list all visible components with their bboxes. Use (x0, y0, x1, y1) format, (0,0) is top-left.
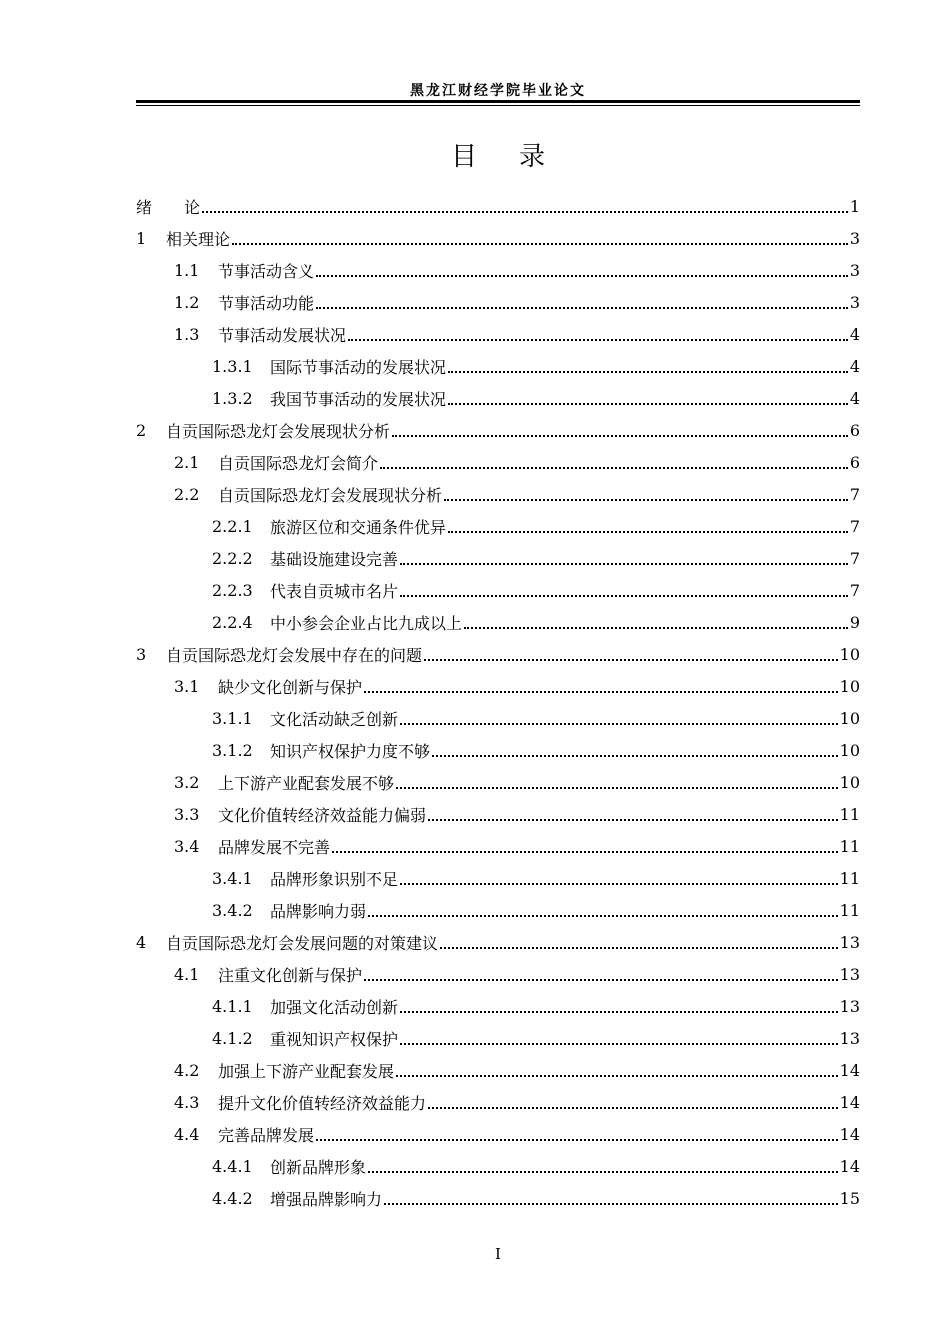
toc-entry-title: 品牌形象识别不足 (270, 869, 399, 889)
toc-dot-leader (396, 1074, 838, 1077)
toc-dot-leader (448, 370, 848, 373)
toc-entry-number: 3 (136, 644, 147, 664)
toc-entry-number: 4.3 (174, 1092, 200, 1112)
toc-entry-number: 4.1 (174, 964, 200, 984)
toc-entry-page: 10 (839, 708, 860, 728)
toc-entry-page: 1 (849, 196, 860, 216)
running-header: 黑龙江财经学院毕业论文 (410, 83, 586, 99)
toc-entry-page: 6 (849, 420, 860, 440)
toc-entry-number: 4.2 (174, 1060, 200, 1080)
toc-entry-title: 注重文化创新与保护 (218, 965, 363, 985)
toc-entry-page: 10 (839, 644, 860, 664)
toc-entry-title: 重视知识产权保护 (270, 1029, 399, 1049)
toc-entry-number: 3.2 (174, 772, 200, 792)
toc-dot-leader (396, 786, 838, 789)
toc-entry-title: 自贡国际恐龙灯会简介 (218, 453, 379, 473)
toc-dot-leader (400, 722, 838, 725)
toc-entry-title: 品牌影响力弱 (270, 901, 367, 921)
toc-entry-number: 1.3 (174, 324, 200, 344)
toc-entry-number: 3.1 (174, 676, 200, 696)
toc-entry-title: 基础设施建设完善 (270, 549, 399, 569)
toc-entry-number: 2.2.3 (212, 580, 253, 600)
toc-entry[interactable] (136, 798, 860, 830)
toc-entry-page: 15 (839, 1188, 860, 1208)
toc-dot-leader (448, 402, 848, 405)
toc-entry[interactable] (136, 190, 860, 222)
toc-entry-page: 4 (849, 356, 860, 376)
toc-entry[interactable] (136, 926, 860, 958)
toc-entry-title: 加强文化活动创新 (270, 997, 399, 1017)
toc-entry-title: 我国节事活动的发展状况 (270, 389, 447, 409)
toc-dot-leader (400, 1010, 838, 1013)
toc-entry-page: 10 (839, 772, 860, 792)
toc-entry-title: 完善品牌发展 (218, 1125, 315, 1145)
toc-entry[interactable] (136, 862, 860, 894)
toc-dot-leader (364, 690, 838, 693)
toc-entry-number: 2.2.1 (212, 516, 253, 536)
toc-dot-leader (384, 1202, 838, 1205)
toc-entry-page: 13 (839, 932, 860, 952)
toc-dot-leader (428, 1106, 838, 1109)
toc-entry[interactable] (136, 350, 860, 382)
toc-entry-number: 3.1.1 (212, 708, 253, 728)
toc-dot-leader (444, 498, 848, 501)
toc-dot-leader (448, 530, 848, 533)
toc-dot-leader (232, 242, 848, 245)
toc-dot-leader (202, 210, 848, 213)
toc-entry-page: 7 (849, 484, 860, 504)
toc-entry-number: 1.1 (174, 260, 200, 280)
toc-entry-page: 11 (839, 804, 860, 824)
toc-dot-leader (400, 562, 848, 565)
toc-entry-number: 3.4.2 (212, 900, 253, 920)
toc-entry-number: 2.2.2 (212, 548, 253, 568)
toc-entry-number: 2.2.4 (212, 612, 253, 632)
toc-entry-title: 文化价值转经济效益能力偏弱 (218, 805, 427, 825)
toc-entry-number: 4.4.2 (212, 1188, 253, 1208)
toc-entry[interactable] (136, 734, 860, 766)
toc-entry[interactable] (136, 318, 860, 350)
toc-entry-number: 4.4.1 (212, 1156, 253, 1176)
toc-entry-number: 1.3.1 (212, 356, 253, 376)
toc-entry-title: 自贡国际恐龙灯会发展问题的对策建议 (166, 933, 439, 953)
toc-entry-title: 相关理论 (166, 229, 231, 249)
toc-entry-page: 3 (849, 260, 860, 280)
toc-entry-page: 14 (839, 1092, 860, 1112)
toc-entry[interactable] (136, 542, 860, 574)
toc-dot-leader (316, 274, 848, 277)
toc-entry-page: 13 (839, 1028, 860, 1048)
toc-entry-page: 10 (839, 740, 860, 760)
toc-dot-leader (424, 658, 838, 661)
toc-dot-leader (332, 850, 838, 853)
toc-title: 目录 (450, 142, 587, 172)
toc-dot-leader (428, 818, 838, 821)
toc-entry-page: 7 (849, 516, 860, 536)
toc-dot-leader (440, 946, 838, 949)
toc-entry-title: 知识产权保护力度不够 (270, 741, 431, 761)
toc-entry-page: 11 (839, 868, 860, 888)
toc-entry-title: 加强上下游产业配套发展 (218, 1061, 395, 1081)
toc-entry-page: 7 (849, 548, 860, 568)
page-number: I (495, 1245, 501, 1263)
toc-entry-title: 节事活动发展状况 (218, 325, 347, 345)
toc-dot-leader (400, 882, 838, 885)
toc-entry[interactable] (136, 510, 860, 542)
toc-entry-page: 6 (849, 452, 860, 472)
toc-entry-page: 14 (839, 1156, 860, 1176)
toc-entry[interactable] (136, 1182, 860, 1214)
toc-entry-number: 1.2 (174, 292, 200, 312)
toc-entry[interactable] (136, 766, 860, 798)
toc-entry[interactable] (136, 1086, 860, 1118)
toc-entry-number: 3.4.1 (212, 868, 253, 888)
toc-entry[interactable] (136, 446, 860, 478)
toc-entry[interactable] (136, 702, 860, 734)
toc-entry[interactable] (136, 222, 860, 254)
toc-entry-page: 3 (849, 292, 860, 312)
toc-entry-page: 3 (849, 228, 860, 248)
toc-entry-page: 9 (849, 612, 860, 632)
toc-dot-leader (432, 754, 838, 757)
toc-entry-page: 13 (839, 964, 860, 984)
toc-dot-leader (364, 978, 838, 981)
header-rule-thin (136, 105, 860, 106)
toc-entry-page: 14 (839, 1124, 860, 1144)
toc-dot-leader (392, 434, 848, 437)
toc-entry-page: 4 (849, 324, 860, 344)
toc-entry[interactable] (136, 894, 860, 926)
toc-entry-title: 增强品牌影响力 (270, 1189, 383, 1209)
toc-entry-number: 4.1.1 (212, 996, 253, 1016)
toc-entry-number: 2.1 (174, 452, 200, 472)
toc-entry-title: 节事活动含义 (218, 261, 315, 281)
toc-dot-leader (368, 914, 838, 917)
toc-entry-page: 10 (839, 676, 860, 696)
toc-dot-leader (400, 594, 848, 597)
toc-entry[interactable] (136, 958, 860, 990)
header-rule-thick (136, 100, 860, 103)
toc-entry[interactable] (136, 830, 860, 862)
toc-entry[interactable] (136, 606, 860, 638)
toc-entry[interactable] (136, 254, 860, 286)
toc-entry[interactable] (136, 1022, 860, 1054)
toc-entry-number: 4 (136, 932, 147, 952)
toc-entry-title: 上下游产业配套发展不够 (218, 773, 395, 793)
toc-entry[interactable] (136, 670, 860, 702)
toc-entry[interactable] (136, 382, 860, 414)
toc-entry-page: 13 (839, 996, 860, 1016)
toc-entry-title: 国际节事活动的发展状况 (270, 357, 447, 377)
toc-dot-leader (316, 306, 848, 309)
toc-entry[interactable] (136, 414, 860, 446)
toc-entry-page: 11 (839, 836, 860, 856)
toc-entry-title: 自贡国际恐龙灯会发展现状分析 (218, 485, 443, 505)
toc-entry[interactable] (136, 990, 860, 1022)
toc-entry-title: 自贡国际恐龙灯会发展中存在的问题 (166, 645, 423, 665)
toc-entry-page: 7 (849, 580, 860, 600)
toc-entry-number: 1.3.2 (212, 388, 253, 408)
toc-entry[interactable] (136, 478, 860, 510)
toc-dot-leader (316, 1138, 838, 1141)
toc-dot-leader (348, 338, 848, 341)
toc-entry[interactable] (136, 1118, 860, 1150)
toc-entry-number: 4.4 (174, 1124, 200, 1144)
toc-entry-title: 旅游区位和交通条件优异 (270, 517, 447, 537)
toc-entry[interactable] (136, 638, 860, 670)
toc-entry[interactable] (136, 574, 860, 606)
toc-entry-page: 11 (839, 900, 860, 920)
toc-entry-title: 节事活动功能 (218, 293, 315, 313)
toc-entry-number: 3.1.2 (212, 740, 253, 760)
toc-entry-number: 3.4 (174, 836, 200, 856)
toc-dot-leader (464, 626, 848, 629)
toc-entry[interactable] (136, 1150, 860, 1182)
toc-entry-title: 提升文化价值转经济效益能力 (218, 1093, 427, 1113)
toc-entry[interactable] (136, 1054, 860, 1086)
toc-entry-number: 1 (136, 228, 147, 248)
toc-entry-title: 文化活动缺乏创新 (270, 709, 399, 729)
toc-entry-number: 3.3 (174, 804, 200, 824)
toc-entry-page: 4 (849, 388, 860, 408)
toc-entry[interactable] (136, 286, 860, 318)
toc-entry-title: 中小参会企业占比九成以上 (270, 613, 463, 633)
toc-entry-page: 14 (839, 1060, 860, 1080)
toc-entry-title: 缺少文化创新与保护 (218, 677, 363, 697)
toc-dot-leader (400, 1042, 838, 1045)
toc-entry-title: 代表自贡城市名片 (270, 581, 399, 601)
toc-dot-leader (368, 1170, 838, 1173)
toc-entry-title: 品牌发展不完善 (218, 837, 331, 857)
toc-entry-title: 自贡国际恐龙灯会发展现状分析 (166, 421, 391, 441)
toc-entry-number: 2 (136, 420, 147, 440)
toc-entry-number: 2.2 (174, 484, 200, 504)
toc-dot-leader (380, 466, 848, 469)
toc-entry-title: 创新品牌形象 (270, 1157, 367, 1177)
toc-entry-title: 绪 论 (136, 197, 201, 217)
toc-entry-number: 4.1.2 (212, 1028, 253, 1048)
table-of-contents (136, 190, 860, 1214)
